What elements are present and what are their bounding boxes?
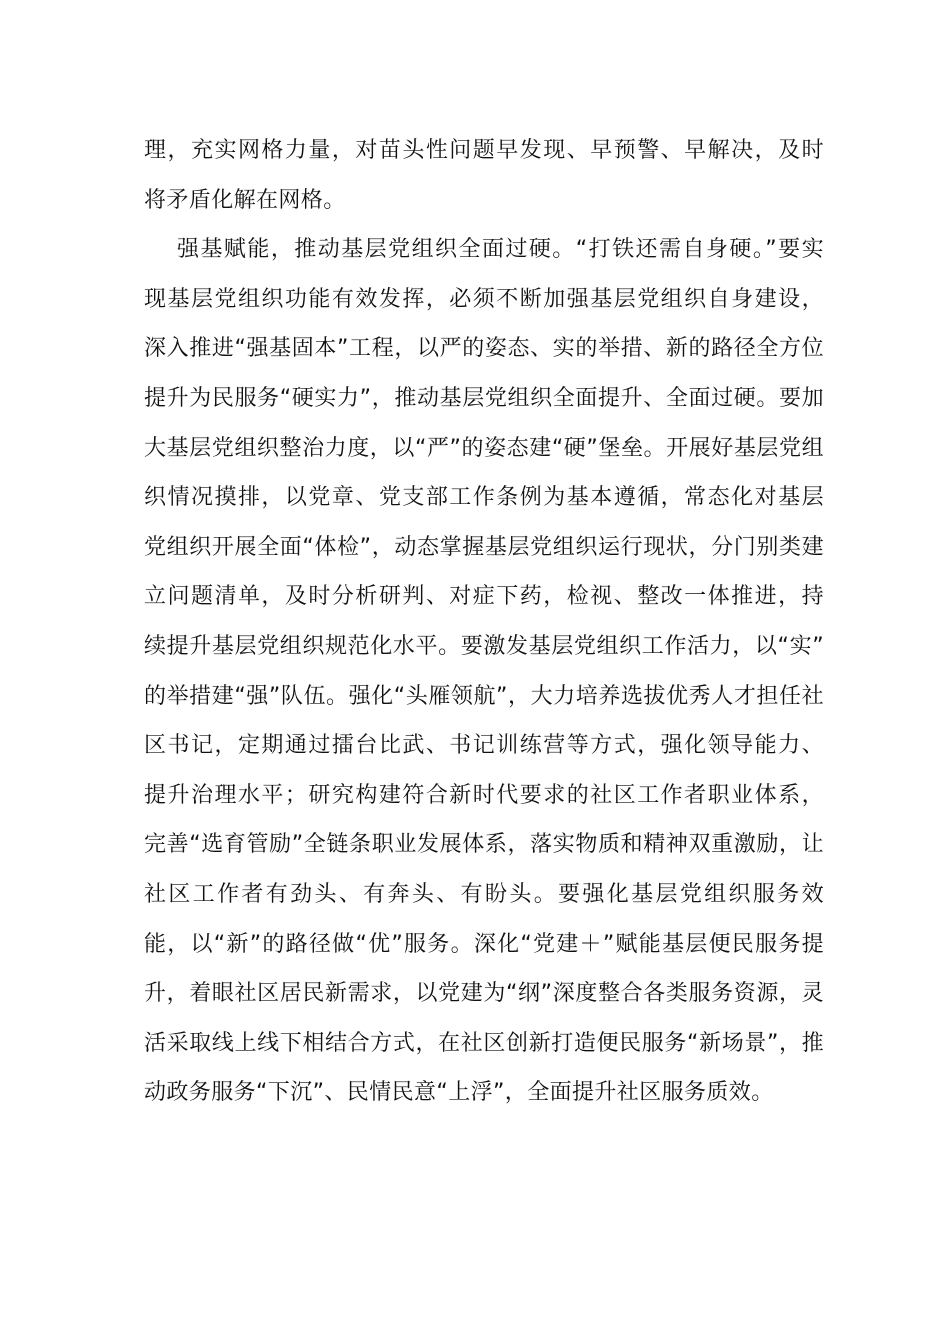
text-line: 动政务服务“下沉”、民情民意“上浮”，全面提升社区服务质效。 [144, 1080, 774, 1106]
text-line: 能，以“新”的路径做“优”服务。深化“党建＋”赋能基层便民服务提 [144, 931, 824, 957]
text-line: 将矛盾化解在网格。 [144, 187, 346, 213]
text-line: 完善“选育管励”全链条职业发展体系，落实物质和精神双重激励，让 [144, 832, 824, 858]
text-line: 活采取线上线下相结合方式，在社区创新打造便民服务“新场景”，推 [144, 1030, 824, 1056]
text-line: 的举措建“强”队伍。强化“头雁领航”，大力培养选拔优秀人才担任社 [144, 683, 824, 709]
text-line: 现基层党组织功能有效发挥，必须不断加强基层党组织自身建设， [144, 286, 824, 312]
text-line: 织情况摸排，以党章、党支部工作条例为基本遵循，常态化对基层 [144, 485, 824, 511]
text-line: 续提升基层党组织规范化水平。要激发基层党组织工作活力，以“实” [144, 633, 824, 659]
text-line: 强基赋能，推动基层党组织全面过硬。“打铁还需自身硬。”要实 [177, 237, 824, 263]
text-line: 提升治理水平；研究构建符合新时代要求的社区工作者职业体系， [144, 782, 824, 808]
text-line: 党组织开展全面“体检”，动态掌握基层党组织运行现状，分门别类建 [144, 534, 824, 560]
text-line: 社区工作者有劲头、有奔头、有盼头。要强化基层党组织服务效 [144, 881, 824, 907]
text-line: 提升为民服务“硬实力”，推动基层党组织全面提升、全面过硬。要加 [144, 385, 824, 411]
text-line: 理，充实网格力量，对苗头性问题早发现、早预警、早解决，及时 [144, 138, 824, 163]
text-line: 区书记，定期通过擂台比武、书记训练营等方式，强化领导能力、 [144, 733, 824, 759]
text-line: 立问题清单，及时分析研判、对症下药，检视、整改一体推进，持 [144, 584, 824, 610]
body-text [144, 126, 824, 1118]
text-line: 深入推进“强基固本”工程，以严的姿态、实的举措、新的路径全方位 [144, 336, 824, 362]
text-line: 升，着眼社区居民新需求，以党建为“纲”深度整合各类服务资源，灵 [144, 981, 824, 1007]
text-line: 大基层党组织整治力度，以“严”的姿态建“硬”堡垒。开展好基层党组 [144, 435, 824, 461]
